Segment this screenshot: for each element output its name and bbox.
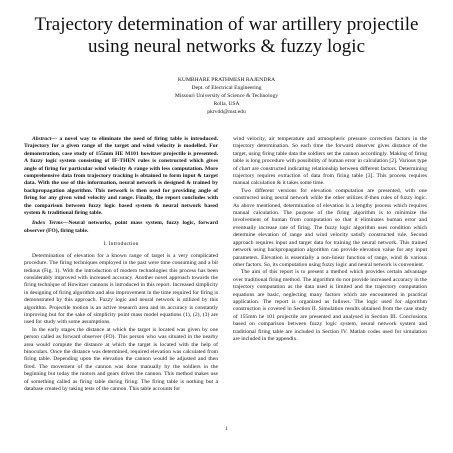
author-name: KUMBHARE PRATHMESH RAJENDRA xyxy=(177,77,276,83)
right-paragraph-1: wind velocity, air temperature and atmospheric pressure correction factors in the trajectory determination. So each time the forward observer gives distance of the target, using firing table data the soldiers set the cannon accordingly. Making of firing table is long procedure with possibility of human error in calculation [2]. Various type of chart are constructed indicating relationship between different factors. Determining trajectory requires extraction of data from firing table [3]. This process requires manual calculation & it takes some time. xyxy=(233,136,427,187)
author-affiliation-1: Dept. of Electrical Engineering xyxy=(191,85,262,91)
right-paragraph-2: Two different versions for elevation computation are presented, with one constructed using neural network while the other utilizes if-then rules of fuzzy logic. As above mentioned, determination of elevation is a lengthy process which requires manual calculation. The purpose of the firing algorithm is to minimize the involvement of human from computation so that it eliminates human error and eventually increase rate of firing. The fuzzy logic algorithm uses condition which determine elevation of range and wind velocity satisfy constructed rule. Second approach requires input and target data for training the neural network. This trained network using backpropagation algorithm can provide elevation value for any input parameters. Elevation is essentially a non-linear function of range, wind & various other factors. So, its computation using fuzzy logic and neural network is convenient. xyxy=(233,187,427,268)
author-affiliation-3: Rolla, USA xyxy=(213,101,240,107)
section-heading-introduction: I. Introduction xyxy=(103,241,139,248)
right-column xyxy=(233,136,427,343)
left-paragraph-1: Determination of elevation for a known range of target is a very complicated procedure. The firing techniques employed in the past were time consuming and a bit tedious (Fig. 1). With the introduction of modern technologies this process has been considerably improved with increased accuracy. Another novel approach towards the firing technique of Howitzer cannons is introduced in this report. Increased simplicity in designing of firing algorithm and also improvement in the time required for firing is demonstrated by this approach. Fuzzy logic and neural network is utilized by this algorithm. Projectile motion is an active research area and its accuracy is constantly improving but for the sake of simplicity point mass model equations (1), (2), (3) are used for study with some assumptions. xyxy=(24,252,218,326)
abstract-label: Abstract xyxy=(32,136,52,142)
author-email: pkrvdd@mst.edu xyxy=(207,109,246,115)
author-block xyxy=(0,76,453,116)
index-terms-label: Index Terms xyxy=(32,220,63,227)
title-line-1: Trajectory determination of war artillery projectile xyxy=(34,14,419,35)
left-column xyxy=(24,136,218,393)
right-paragraph-3: The aim of this report is to present a method which provides certain advantage over traditional firing method. The algorithm do not provide increased accuracy in the trajectory computation as the data used is limited and the trajectory computation equations are basic, neglecting many factors which are encountered in practical application. The report is organized as follows. The logic used for algorithm construction is covered in Section II. Simulation results obtained from the case study of 155mm he 101 projectile are presented and analysed in Section III. Conclusions based on comparison between fuzzy logic system, neural network system and traditional firing table are included in Section IV. Matlab codes used for simulation are included in the appendix. xyxy=(233,269,427,342)
abstract-text: — a novel way to eliminate the need of firing table is introduced. Trajectory for a given range of the target and wind velocity is modelled. For demonstration, case study of 155mm HE M101 howitzer projectile is presented. A fuzzy logic system consisting of IF-THEN rules is constructed which gives angle of firing for particular wind velocity & range with less computation. More comprehensive data from trajectory tracking is obtained to form input & target data. With the use of this information, neural network is designed & trained by backpropagation algorithm. This network is then used for providing angle of firing for any given wind velocity and range. Finally, the report concludes with the comparison between fuzzy logic based system & neural network based system & traditional firing table. xyxy=(24,136,218,217)
left-paragraph-2: In the early stages the distance at which the target is located was given by one person called as forward observer (FO). This person who was situated in the nearby area would compute the distance at which the target is located with the help of binoculars. Once the distance was determined, required elevation was calculated from firing table. Depending upon the elevation the cannon would be adjusted and then fired. The movement of the cannon was done manually by the soldiers in the beginning but today the motors and gears drives the cannon. This method makes use of something called as firing table during firing. The firing table is nothing but a database created by taking tests of the cannon. This table accounts for xyxy=(24,326,218,392)
abstract xyxy=(24,136,218,217)
index-terms xyxy=(24,220,218,235)
index-terms-text: —Neural networks, point mass system, fuzzy logic, forward observer (FO), firing table. xyxy=(24,220,218,234)
page-number: 1 xyxy=(225,426,228,432)
author-affiliation-2: Missouri University of Science & Technology xyxy=(174,93,279,99)
title-line-2: using neural networks & fuzzy logic xyxy=(87,36,365,57)
paper-title xyxy=(20,14,433,58)
